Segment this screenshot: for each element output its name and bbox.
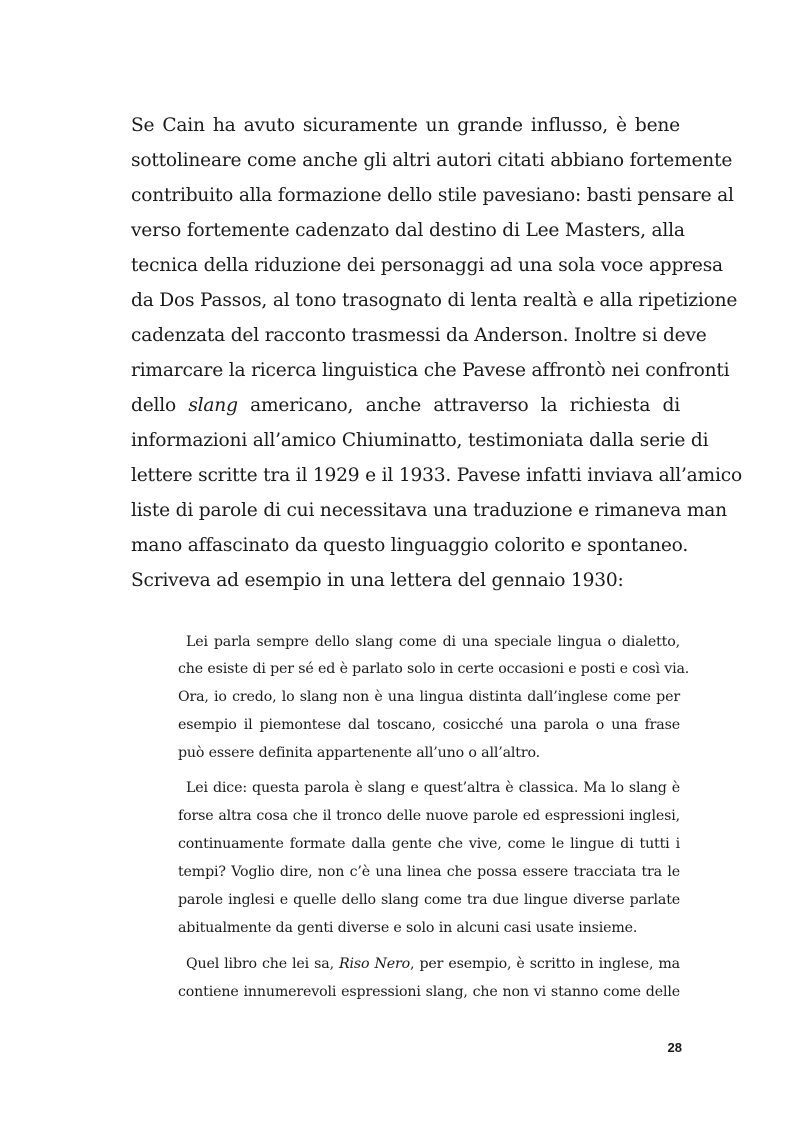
text-line: Scriveva ad esempio in una lettera del gennaio 1930: [131,570,624,591]
text-line-with-italic [131,394,680,418]
italic-title: Riso Nero [339,956,411,972]
text-line: informazioni all’amico Chiuminatto, testimoniata dalla serie di [131,430,709,451]
quote-line: tempi? Voglio dire, non c’è una linea che possa essere tracciata tra le [178,864,680,880]
quote-line: forse altra cosa che il tronco delle nuove parole ed espressioni inglesi, [178,808,680,824]
quote-line-with-italic [178,954,680,974]
text-line: rimarcare la ricerca linguistica che Pavese affrontò nei confronti [131,360,730,381]
quote-line: parole inglesi e quelle dello slang come tra due lingue diverse parlate [178,892,680,908]
quote-line: Lei dice: questa parola è slang e quest’altra è classica. Ma lo slang è [186,780,680,796]
text-segment: dello [131,395,176,416]
text-line: Se Cain ha avuto sicuramente un grande influsso, è bene [131,115,680,136]
quote-line: Lei parla sempre dello slang come di una speciale lingua o dialetto, [186,634,680,650]
quote-line: esempio il piemontese dal toscano, cosicché una parola o una frase [178,717,680,733]
text-line: verso fortemente cadenzato dal destino di Lee Masters, alla [131,220,685,241]
text-segment: Quel libro che lei sa, [186,956,334,972]
text-segment: americano, anche attraverso la richiesta di [250,395,680,416]
text-line: cadenzata del racconto trasmessi da Anderson. Inoltre si deve [131,325,707,346]
page-number: 28 [667,1040,682,1055]
italic-term: slang [188,395,238,416]
quote-line: Ora, io credo, lo slang non è una lingua distinta dall’inglese come per [178,689,680,705]
quote-line: che esiste di per sé ed è parlato solo in certe occasioni e posti e così via. [178,661,690,677]
text-line: liste di parole di cui necessitava una traduzione e rimaneva man [131,500,727,521]
text-segment: , per esempio, è scritto in inglese, ma [410,956,680,972]
quote-line: continuamente formate dalla gente che vive, come le lingue di tutti i [178,836,680,852]
quote-line: contiene innumerevoli espressioni slang, che non vi stanno come delle [178,984,680,1000]
text-line: mano affascinato da questo linguaggio colorito e spontaneo. [131,535,689,556]
text-line: lettere scritte tra il 1929 e il 1933. Pavese infatti inviava all’amico [131,465,742,486]
text-line: sottolineare come anche gli altri autori citati abbiano fortemente [131,150,733,171]
quote-line: abitualmente da genti diverse e solo in alcuni casi usate insieme. [178,920,638,936]
text-line: tecnica della riduzione dei personaggi ad una sola voce appresa [131,255,723,276]
text-line: da Dos Passos, al tono trasognato di lenta realtà e alla ripetizione [131,290,738,311]
quote-line: può essere definita appartenente all’uno o all’altro. [178,745,540,761]
text-line: contribuito alla formazione dello stile pavesiano: basti pensare al [131,185,734,206]
